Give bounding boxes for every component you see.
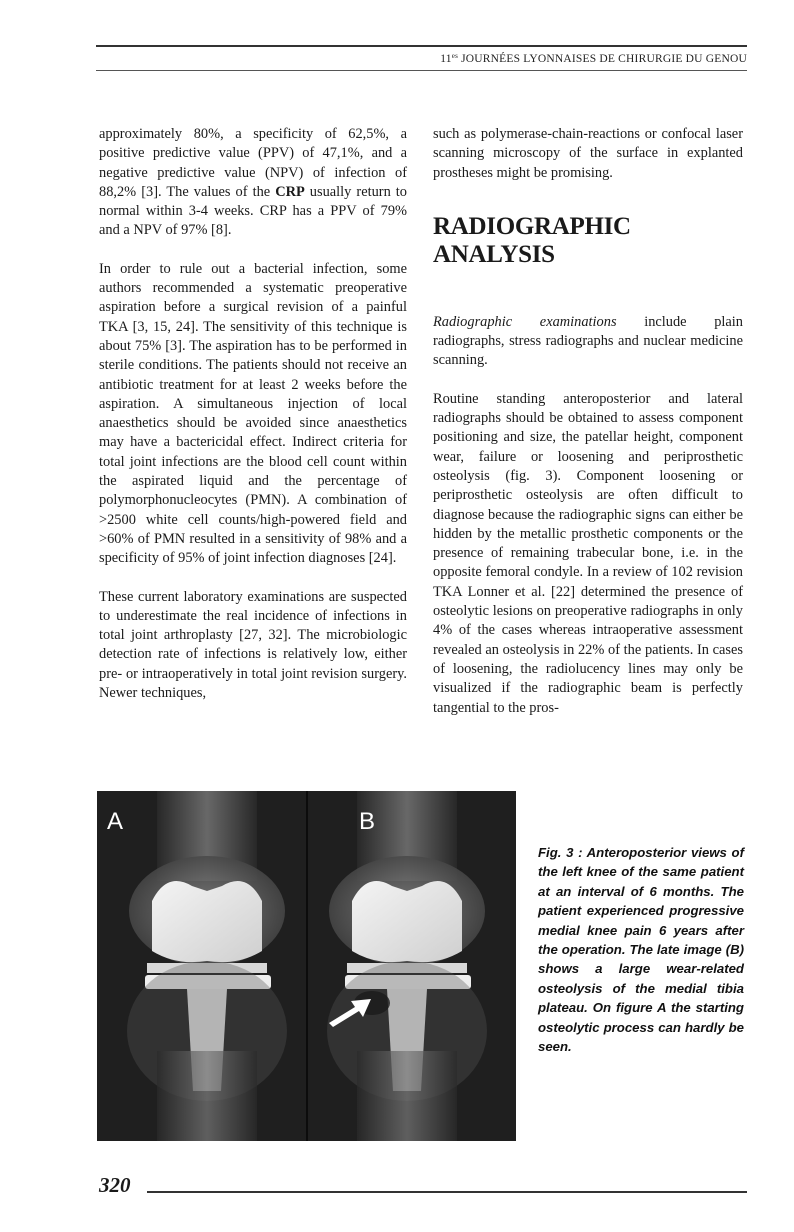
top-rule [96,45,747,47]
header-ordinal-suffix: es [451,52,458,60]
section-title: RADIOGRAPHIC ANALYSIS [433,212,631,268]
paragraph-newer-techniques: such as polymerase-chain-reactions or confocal laser scanning microscopy of the surface in explanted prostheses might be promising. [433,126,743,181]
italic-term: Radiographic examinations [433,313,617,330]
page-number: 320 [99,1173,131,1197]
left-column [99,125,407,703]
figure-caption: Fig. 3 : Anteroposterior views of the left knee of the same patient at an interval of 6 months. The patient experienced progressive medial knee pain 6 years after the operation. The late image (B) shows a large wear-related osteolysis of the medial tibia plateau. On figure A the starting osteolytic process can hardly be seen. [538,845,744,1055]
paragraph-routine-radiographs: Routine standing anteroposterior and lateral radiographs should be obtained to assess component positioning and size, the patellar height, component wear, failure or loosening and periprosthetic osteolysis (fig. 3). Component loosening or periprosthetic osteolysis are often difficult to diagnose because the radiographic signs can either be hidden by the metallic prosthetic components or the presence of remaining trabecular bone, i.e. in the opposite femoral condyle. In a review of 102 revision TKA Lonner et al. [22] determined the presence of osteolytic lesions on preoperative radiographs in only 4% of the cases whereas intraoperative assessment revealed an osteolysis in 22% of the patients. In cases of loosening, the radiolucency lines may only be visualized if the radiographic beam is perfectly tangential to the pros- [433,390,743,716]
paragraph-lab-exams: These current laboratory examinations are suspected to underestimate the real incidence of infections in total joint arthroplasty [27, 32]. The microbiologic detection rate of infections is relatively low, either pre- or intraoperatively in total joint revision surgery. Newer techniques, [99,588,407,702]
panel-divider [306,791,308,1141]
xray-image [97,791,516,1141]
xray-figure [97,791,516,1141]
text-run: include plain radiographs, stress radiographs and nuclear medicine scanning. [433,313,743,369]
right-column [433,125,743,718]
paragraph-infection-stats [99,125,407,241]
label-a: A [107,808,124,835]
paragraph-radiographic-exams [433,313,743,371]
running-header [440,52,747,65]
bold-term-crp: CRP [275,183,305,200]
text-run: approximately 80%, a specificity of 62,5%, a positive predictive value (PPV) of 47,1%, and a negative predictive value (NPV) of infection of 88,2% [3]. The values of the [99,126,407,200]
header-rule [96,70,747,71]
bottom-rule [147,1191,747,1193]
text-run: usually return to normal within 3-4 weeks. CRP has a PPV of 79% and a NPV of 97% [8]. [99,183,407,239]
paragraph-aspiration: In order to rule out a bacterial infection, some authors recommended a systematic preoperative aspiration before a surgical revision of a painful TKA [3, 15, 24]. The sensitivity of this technique is about 75% [3]. The aspiration has to be performed in sterile conditions. The patients should not receive an antibiotic treatment for at least 2 weeks before the aspiration. A simultaneous injection of local anaesthetics should be avoided since anaesthetics may have a bactericidal effect. Indirect criteria for total joint infections are the blood cell count within the aspirated liquid and the percentage of polymorphonucleocytes (PMN). A combination of >2500 white cell counts/high-powered field and >60% of PMN resulted in a sensitivity of 98% and a specificity of 95% of joint infection diagnoses [24]. [99,260,407,567]
header-ordinal: 11 [440,53,452,65]
header-title: JOURNÉES LYONNAISES DE CHIRURGIE DU GENOU [458,53,747,65]
label-b: B [359,808,376,835]
